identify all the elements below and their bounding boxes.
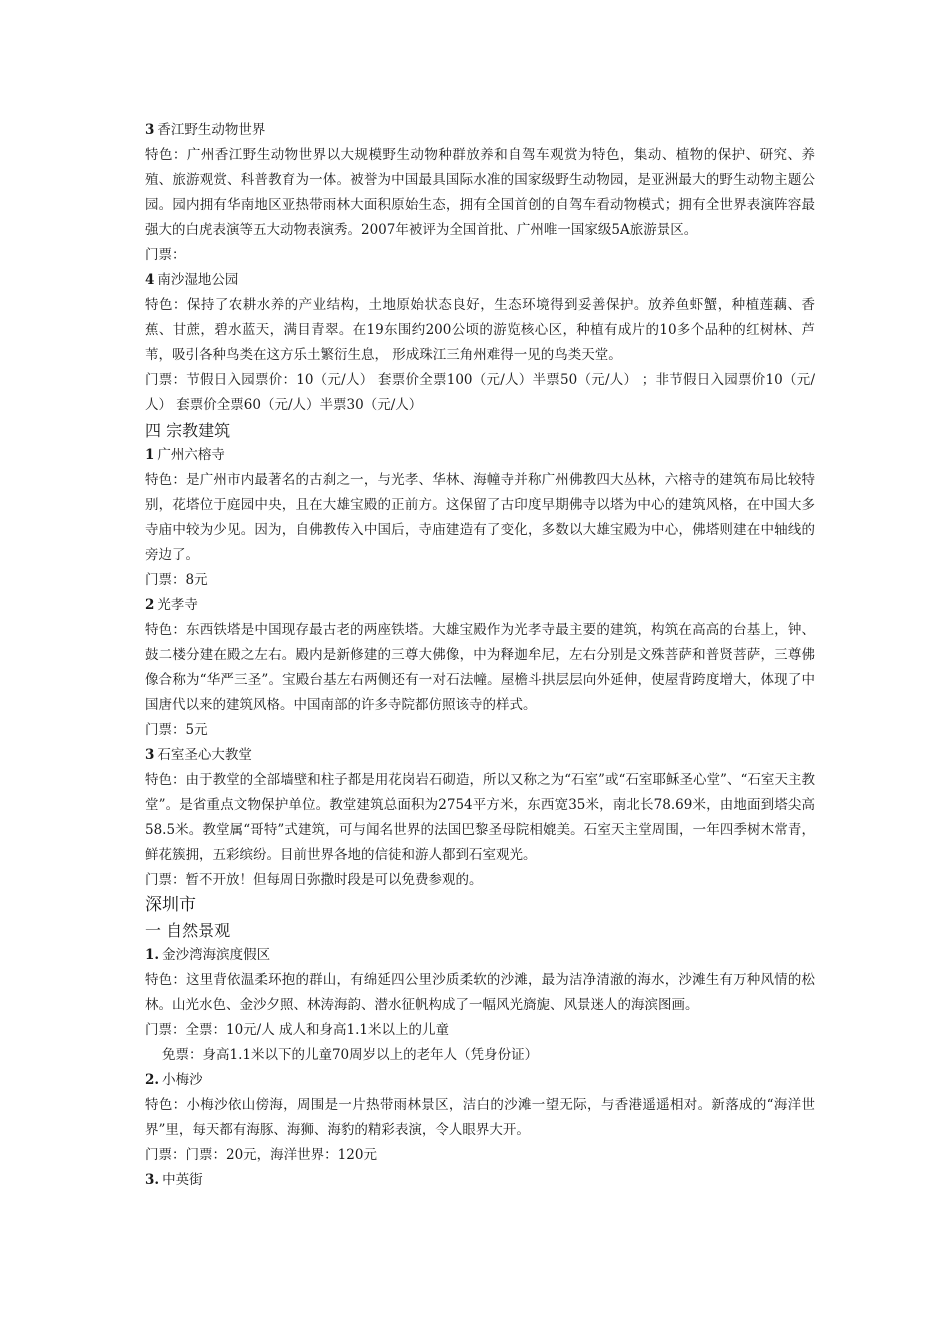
section-item-heading: [145, 943, 815, 968]
ticket-line: 门票：5元: [145, 722, 208, 738]
paragraph: 特色：这里背依温柔环抱的群山，有绵延四公里沙质柔软的沙滩，最为洁净清澈的海水，沙滩生有万种风情的松林。山光水色、金沙夕照、林涛海韵、潜水征帆构成了一幅风光旖旎、风景迷人的海滨图画。: [145, 972, 815, 1013]
section-item-heading: [145, 743, 815, 768]
category-heading: 四 宗教建筑: [145, 421, 231, 440]
section-item-heading: [145, 443, 815, 468]
item-number: 2: [145, 597, 155, 613]
item-number: 4: [145, 272, 155, 288]
document-page: [145, 118, 815, 1193]
item-number: 3: [145, 747, 155, 763]
item-number: 1.: [145, 947, 160, 963]
item-number: 3.: [145, 1172, 160, 1188]
item-title: 光孝寺: [157, 597, 198, 613]
category-heading: 一 自然景观: [145, 921, 231, 940]
paragraph: 特色：是广州市内最著名的古刹之一，与光孝、华林、海幢寺并称广州佛教四大丛林，六榕寺的建筑布局比较特别，花塔位于庭园中央，且在大雄宝殿的正前方。这保留了古印度早期佛寺以塔为中心的建筑风格，在中国大多寺庙中较为少见。因为，自佛教传入中国后，寺庙建造有了变化，多数以大雄宝殿为中心，佛塔则建在中轴线的旁边了。: [145, 472, 815, 563]
paragraph: 特色：东西铁塔是中国现存最古老的两座铁塔。大雄宝殿作为光孝寺最主要的建筑，构筑在高高的台基上，钟、鼓二楼分建在殿之左右。殿内是新修建的三尊大佛像，中为释迦牟尼，左右分别是文殊菩萨和普贤菩萨，三尊佛像合称为“华严三圣”。宝殿台基左右两侧还有一对石法幢。屋檐斗拱层层向外延伸，使屋背跨度增大，体现了中国唐代以来的建筑风格。中国南部的许多寺院都仿照该寺的样式。: [145, 622, 815, 713]
ticket-line: 门票：门票：20元，海洋世界：120元: [145, 1147, 377, 1163]
ticket-line: 门票：暂不开放！但每周日弥撒时段是可以免费参观的。: [145, 872, 483, 888]
paragraph: 特色：由于教堂的全部墙壁和柱子都是用花岗岩石砌造，所以又称之为“石室”或“石室耶稣圣心堂”、“石室天主教堂”。是省重点文物保护单位。教堂建筑总面积为2754平方米，东西宽35米，南北长78.69米，由地面到塔尖高58.5米。教堂属“哥特”式建筑，可与闻名世界的法国巴黎圣母院相媲美。石室天主堂周围，一年四季树木常青，鲜花簇拥，五彩缤纷。目前世界各地的信徒和游人都到石室观光。: [145, 772, 815, 863]
paragraph: 特色：保持了农耕水养的产业结构，土地原始状态良好，生态环境得到妥善保护。放养鱼虾蟹，种植莲藕、香蕉、甘蔗，碧水蓝天，满目青翠。在19东围约200公顷的游览核心区，种植有成片的10多个品种的红树林、芦苇，吸引各种鸟类在这方乐土繁衍生息， 形成珠江三角州难得一见的鸟类天堂。: [145, 297, 815, 363]
ticket-line: 门票：全票：10元/人 成人和身高1.1米以上的儿童: [145, 1022, 449, 1038]
ticket-line: 门票：: [145, 247, 186, 263]
section-item-heading: [145, 118, 815, 143]
paragraph: 特色：小梅沙依山傍海，周围是一片热带雨林景区，洁白的沙滩一望无际，与香港遥遥相对。新落成的“海洋世界”里，每天都有海豚、海狮、海豹的精彩表演，令人眼界大开。: [145, 1097, 815, 1138]
section-item-heading: [145, 1068, 815, 1093]
ticket-line-indented: 免票：身高1.1米以下的儿童70周岁以上的老年人（凭身份证）: [162, 1047, 539, 1063]
item-title: 香江野生动物世界: [157, 122, 266, 138]
ticket-line: 门票：8元: [145, 572, 208, 588]
city-heading: 深圳市: [145, 895, 196, 915]
item-number: 1: [145, 447, 155, 463]
section-item-heading: [145, 593, 815, 618]
item-title: 金沙湾海滨度假区: [162, 947, 271, 963]
section-item-heading: [145, 268, 815, 293]
item-title: 广州六榕寺: [157, 447, 225, 463]
paragraph: 门票：节假日入园票价：10（元/人） 套票价全票100（元/人）半票50（元/人） ；非节假日入园票价10（元/人） 套票价全票60（元/人）半票30（元/人）: [145, 372, 815, 413]
item-title: 石室圣心大教堂: [157, 747, 252, 763]
item-number: 2.: [145, 1072, 160, 1088]
paragraph: 特色：广州香江野生动物世界以大规模野生动物种群放养和自驾车观赏为特色，集动、植物的保护、研究、养殖、旅游观赏、科普教育为一体。被誉为中国最具国际水准的国家级野生动物园，是亚洲最大的野生动物主题公园。园内拥有华南地区亚热带雨林大面积原始生态，拥有全国首创的自驾车看动物模式；拥有全世界表演阵容最强大的白虎表演等五大动物表演秀。2007年被评为全国首批、广州唯一国家级5A旅游景区。: [145, 147, 815, 238]
item-title: 中英街: [162, 1172, 203, 1188]
item-title: 南沙湿地公园: [157, 272, 239, 288]
item-number: 3: [145, 122, 155, 138]
section-item-heading: [145, 1168, 815, 1193]
item-title: 小梅沙: [162, 1072, 203, 1088]
